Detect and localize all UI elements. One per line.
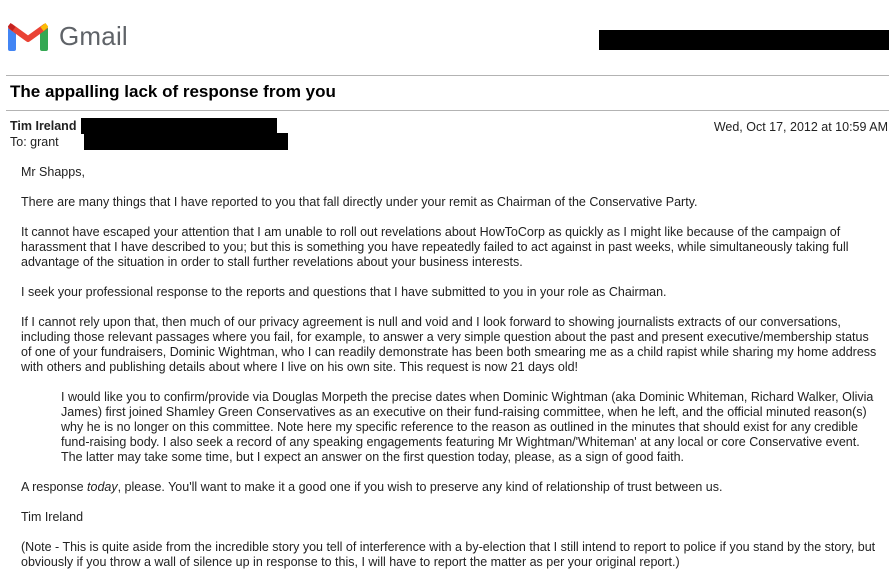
redacted-recipient-email: [84, 133, 288, 150]
p5-emphasis: today: [87, 480, 118, 494]
redacted-sender-email: [81, 118, 277, 134]
body-paragraph-2: It cannot have escaped your attention that I am unable to roll out revelations about HowToCorp as quickly as I might like because of the campaign of harassment that I have described to you; but this is something you have repeatedly failed to act against in past weeks, while simultaneously taking full advantage of the situation in order to stall further revelations about your business interests.: [21, 225, 849, 269]
email-subject: The appalling lack of response from you: [10, 82, 336, 101]
redacted-account-email: [599, 30, 889, 50]
subject-divider: [6, 110, 889, 111]
email-date: Wed, Oct 17, 2012 at 10:59 AM: [713, 120, 888, 134]
body-paragraph-5: [21, 480, 879, 495]
body-paragraph-4: If I cannot rely upon that, then much of our privacy agreement is null and void and I look forward to showing journalists extracts of our conversations, including those relevant passages where you fail, for example, to answer a very simple question about the past and present executive/membership status of one of your fundraisers, Dominic Wightman, who I can readily demonstrate has been both smearing me as a child rapist while sharing my home address with others and publishing details about where I live on his own site. This request is now 21 days old!: [21, 315, 877, 374]
body-paragraph-1: There are many things that I have reported to you that fall directly under your remit as Chairman of the Conservative Party.: [21, 195, 698, 209]
salutation: Mr Shapps,: [21, 165, 85, 179]
recipient-line: To: grant: [10, 135, 59, 149]
email-body: [21, 165, 879, 585]
p5-text-start: A response: [21, 480, 88, 494]
note-paragraph: (Note - This is quite aside from the incredible story you tell of interference with a by-election that I still intend to report to police if you stand by the story, but obviously if you throw a wall of silence up in response to this, I will have to report the matter as per your original report.): [21, 540, 876, 569]
quoted-request: I would like you to confirm/provide via Douglas Morpeth the precise dates when Dominic Wightman (aka Dominic Whiteman, Richard Walker, Olivia James) first joined Shamley Green Conservatives as an executive on their fund-raising committee, when he left, and the official minuted reason(s) why he is no longer on this committee. Note here my specific reference to the reason as outlined in the minutes that should exist for any credible fund-raising body. I also seek a record of any speaking engagements featuring Mr Wightman/'Whiteman' at any local or core Conservative event. The latter may take some time, but I expect an answer on the first question today, please, as a sign of good faith.: [61, 390, 874, 464]
body-paragraph-3: I seek your professional response to the reports and questions that I have submitted to you in your role as Chairman.: [21, 285, 667, 299]
p5-text-end: , please. You'll want to make it a good one if you wish to preserve any kind of relationship of trust between us.: [117, 480, 723, 494]
sender-name: Tim Ireland: [10, 119, 77, 133]
header-divider: [6, 75, 889, 76]
gmail-m-icon: [8, 21, 48, 51]
signature: Tim Ireland: [21, 510, 84, 524]
gmail-logo: [8, 18, 128, 54]
gmail-wordmark: Gmail: [59, 20, 128, 51]
